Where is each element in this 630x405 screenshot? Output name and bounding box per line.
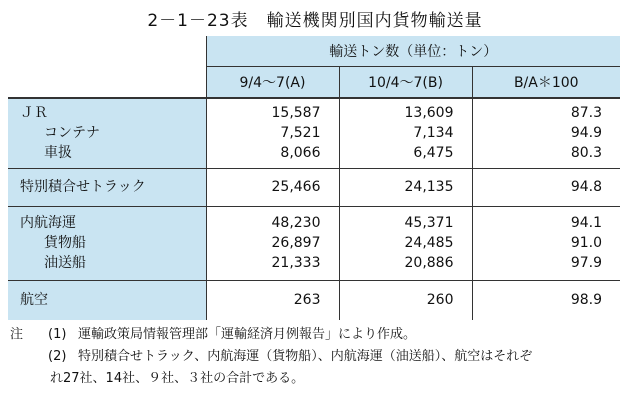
table-row: [8, 280, 620, 320]
note-1: [10, 324, 620, 346]
value-cell: 87.3 94.9 80.3: [472, 98, 620, 168]
value-cell: 48,230 26,897 21,333: [206, 206, 339, 280]
row-names: [8, 168, 206, 206]
header-blank: [8, 67, 206, 99]
table-row: [8, 206, 620, 280]
row-names: [8, 98, 206, 168]
note-text: 特別積合せトラック、内航海運（貨物船）、内航海運（油送船）、航空はそれぞ: [78, 349, 533, 364]
table-row: [8, 98, 620, 168]
value-cell: 45,371 24,485 20,886: [339, 206, 472, 280]
note-2: [10, 346, 620, 368]
value-cell: 260: [339, 280, 472, 320]
note-label: 注: [10, 327, 24, 342]
note-text: 運輸政策局情報管理部「運輸経済月例報告」により作成。: [78, 327, 417, 342]
note-2-continuation: [10, 368, 620, 390]
row-name: 特別積合せトラック: [20, 179, 146, 195]
note-number: (2): [48, 349, 67, 364]
value-cell: 13,609 7,134 6,475: [339, 98, 472, 168]
row-names: [8, 280, 206, 320]
row-name: 車扱: [44, 145, 72, 162]
row-name: 内航海運: [20, 215, 76, 231]
row-name: 油送船: [44, 255, 86, 271]
row-name: コンテナ: [44, 125, 100, 142]
value-cell: 94.8: [472, 168, 620, 206]
table-row: [8, 168, 620, 206]
value-cell: 15,587 7,521 8,066: [206, 98, 339, 168]
row-name: 航空: [20, 292, 48, 309]
value-cell: 94.1 91.0 97.9: [472, 206, 620, 280]
notes: [10, 324, 620, 390]
value-cell: 24,135: [339, 168, 472, 206]
note-text: れ27社、14社、９社、３社の合計である。: [50, 371, 305, 386]
value-cell: 25,466: [206, 168, 339, 206]
header-blank: [8, 36, 206, 67]
data-table: [8, 36, 620, 320]
unit-header: 輸送トン数（単位：トン）: [206, 36, 620, 67]
freight-table: [8, 36, 620, 318]
column-header: 10/4～7(B): [339, 67, 472, 99]
row-name: 貨物船: [44, 235, 86, 251]
row-names: [8, 206, 206, 280]
column-header: 9/4～7(A): [206, 67, 339, 99]
value-cell: 98.9: [472, 280, 620, 320]
column-header: B/A＊100: [472, 67, 620, 99]
row-name: ＪＲ: [20, 105, 48, 122]
value-cell: 263: [206, 280, 339, 320]
table-title: 2－1－23表 輸送機関別国内貨物輸送量: [147, 11, 483, 31]
note-number: (1): [48, 327, 67, 342]
